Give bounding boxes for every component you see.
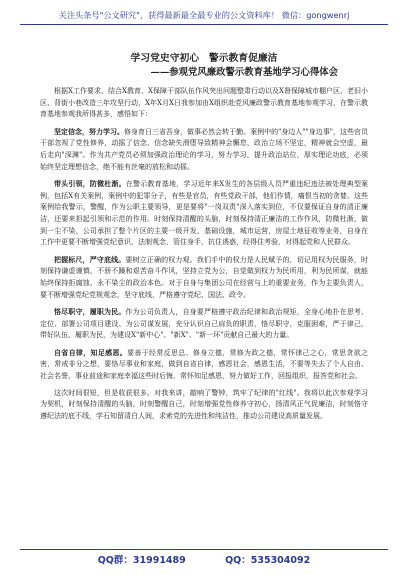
paragraph-body: 根据X工作要求，结合X教育、X保障干部队伍作风突出问题整肃行动以及X督保障城市棚户区、老旧小区、背街小巷改造三年攻坚行动，X年X月X日我参加由X组织赴党风廉政警示教育基地参观学习，在警示教育基地参观我所得甚多，感悟如下： [40,87,368,119]
qq-group-number: QQ群：31991489 [97,555,186,566]
paragraph-body: 要树立正确的权力观。我们手中的权力是人民赋予的，切记用权为民服务，时刻保持谦虚谨慎，不骄不躁和艰苦奋斗作风，坚持立党为公，自觉做到权力为民所用，利为民所谋，就能始终保持拒腐蚀、永不染尘的政治本色。对于自身与集团公司在经营与上的重要业务，作为主要负责人，要不断增强党纪党规观念，坚守底线，严格遵守党纪、国法、政令。 [40,255,368,299]
page-footer [20,549,388,570]
paragraph-intro [40,86,368,121]
qq-number: QQ：535304092 [225,555,311,566]
document-title: 学习党史守初心 警示教育促廉洁 [130,53,278,64]
paragraph-lead: 恪尽职守，履职为民。 [54,307,126,317]
paragraph-1 [40,126,368,173]
paragraph-body: 修身育日三省吾身，做事必然会转于勤。案例中的"身边人""身边事"，这些官员干部忽视了党性修养，动摇了信念、信念缺失滑堕导致精神会懈怠，政治立场不坚定，精神就会空虚，最后走向"深渊"。作为共产党员必须加强政治理论的学习，努力学习，提升政治站位，厚实理论功底，必须始终坚定理想信念，绝不能有丝毫的放松和动摇。 [40,127,368,171]
paragraph-2 [40,178,368,249]
document-subtitle: ——参观党风廉政警示教育基地学习心得体会 [150,67,338,78]
paragraph-3 [40,254,368,301]
paragraph-lead: 坚定信念，努力学习。 [54,126,125,136]
paragraph-body: 要善于经常反思总、修身立德，常修为政之德，常怀律己之心，常思贪欲之害，常戒非分之想，要恪尽事业和家庭，做到自省自律，感恩社会，感恩生活，不要等失去了个人自由、社会名誉、事业前途和家庭幸福这些时后悔，常怀知足感恩，努力做好工作，回报组织，报答党和社会。 [40,348,368,381]
paragraph-body: 作为公司负责人，自身要严格遵守政治纪律和政治规矩，全身心地扑在思考、定位、部署公司项目建设、为公司谋发展，充分认识自己肩负的职责，恪尽职守，克服困难，严于律己，带好队伍，履职为民，为建设X"新中心"、"新X"、"新一环"贡献自己最大的力量。 [40,308,368,340]
paragraph-lead: 带头引领，防微杜渐。 [54,179,126,189]
paragraph-body: 在警示教育基地，学习近年来X发生的各层级人员严重违纪违法被处理典型案例，包括X有关案例，案例中的犯罪分子，有些是官员，有些党政干部，他们作情，痛恨当初的贪婪。这些案例给我警示，警醒，作为公职主要领导，更是要将"一岗双责"深入落实到位，不仅要保证自身的清正廉洁，还要来担起引领和示范的作用。时刻保持清醒的头脑，时刻保持清正廉洁的工作作风，防微杜渐，做到一尘不染，公司承担了整个片区的主要一级开发，基础设施，城市运营，房屋土地征收等业务，自身在工作中更要不断增强党纪意识，法制观念，管住身手，抗住诱惑，经得住考验，对得起党和人民群众。 [40,180,368,247]
paragraph-lead: 把握标尺，严守底线。 [54,254,126,264]
page-header [20,6,388,25]
document-body [40,30,368,538]
paragraph-5 [40,347,368,383]
header-text: 关注头条号"公文研究"，获得最新最全最专业的公文资料库！ 微信：gongwenrj [58,10,350,20]
paragraph-lead: 自省自律，知足感恩。 [54,347,128,357]
paragraph-4 [40,306,368,342]
paragraph-conclusion [40,388,368,423]
paragraph-body: 这次时间很短，但是收获很多。对我来讲，敲响了警钟，筑牢了纪律的"红线"。我将以此次参观学习为契机，时刻保持清醒的头脑，时刻警醒自己，时刻增强党性修养守初心，扬清风正气促廉洁，时刻恪守遵纪法的底不线，学石知留清白人间，求索党的先进性和纯洁性，推动公司建设高质量发展。 [40,388,368,420]
